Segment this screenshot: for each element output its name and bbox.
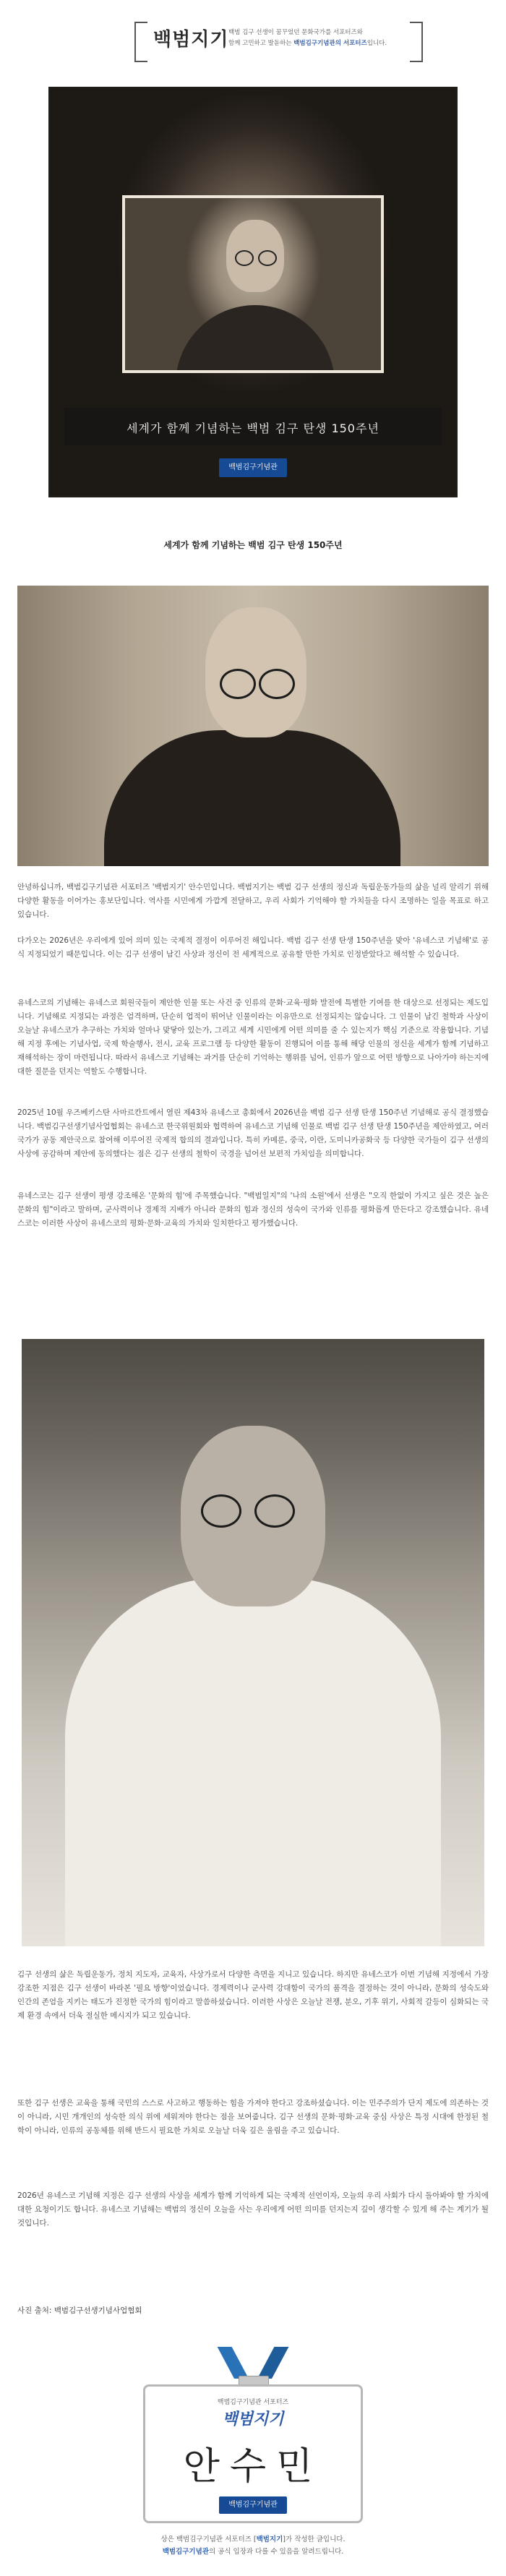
footer-line2-suffix: 의 공식 입장과 다를 수 있음을 알려드립니다. [208, 2548, 344, 2556]
card-small-text: 백범김구기념관 서포터즈 [217, 2399, 289, 2406]
tagline-highlight: 백범김구기념관의 서포터즈 [293, 40, 367, 47]
photo2-face [205, 607, 306, 737]
lanyard-right [257, 2347, 288, 2379]
photo2-glasses-left [220, 669, 256, 699]
portrait-photo-3 [22, 1339, 484, 1946]
tagline-suffix: 입니다. [366, 40, 387, 47]
photo-credit: 사진 출처: 백범김구선생기념사업협회 [17, 2306, 142, 2315]
portrait-glasses-left [235, 250, 254, 266]
card-logo: 백범지기 [222, 2410, 284, 2429]
photo3-glasses-left [201, 1494, 241, 1528]
lanyard-strap [234, 2347, 272, 2379]
footer-line1-prefix: 상은 백범김구기념관 서포터즈 [ [160, 2536, 257, 2543]
header [0, 0, 506, 80]
footer-disclaimer [0, 2533, 506, 2558]
footer-line1-highlight: 백범지기 [256, 2536, 283, 2543]
paragraph-8: 2026년 유네스코 기념해 지정은 김구 선생의 사상을 세계가 함께 기억하게 되는 국제적 선언이자, 오늘의 우리 사회가 다시 돌아봐야 할 가치에 대한 요청이기도 합니다. 유네스코 기념해는 백범의 정신이 오늘을 사는 우리에게 어떤 의미를 던지는지 깊이 생각할 수 있게 해 주는 계기가 될 것입니다. [17, 2191, 489, 2228]
header-logo: 백범지기 [153, 29, 229, 51]
hero-headline-bar [64, 408, 442, 445]
paragraph-1: 안녕하십니까, 백범김구기념관 서포터즈 '백범지기' 안수민입니다. 백범지기는 백범 김구 선생의 정신과 독립운동가들의 삶을 널리 알리기 위해 다양한 활동을 이어가는 홍보단입니다. 역사를 시민에게 가깝게 전달하고, 우리 사회가 기억해야 할 가치들을 다시 조명하는 일을 목표로 하고 있습니다. [17, 883, 489, 919]
hero-headline: 세계가 함께 기념하는 백범 김구 탄생 150주년 [126, 422, 380, 435]
photo2-coat [104, 730, 400, 866]
footer-line1-suffix: ]가 작성한 글입니다. [283, 2536, 346, 2543]
lanyard-left [218, 2347, 249, 2379]
tagline-line-2 [228, 38, 409, 49]
paragraph-3: 유네스코의 기념해는 유네스코 회원국들이 제안한 인물 또는 사건 중 인류의 문화·교육·평화 발전에 특별한 기여를 한 대상으로 선정되는 제도입니다. 기념해로 지정되는 과정은 엄격하며, 단순히 업적이 뛰어난 인물이라는 이유만으로 선정되지는 않습니다. 그 인물이 남긴 철학과 사상이 오늘날 유네스코가 추구하는 가치와 얼마나 맞닿아 있는가, 그리고 세계 시민에게 어떤 의미를 줄 수 있는지가 핵심 기준으로 작용합니다. 기념해 지정 후에는 기념사업, 국제 학술행사, 전시, 교육 프로그램 등 다양한 활동이 진행되어 이를 통해 해당 인물의 정신을 세계가 함께 기념하고 재해석하는 장이 마련됩니다. 따라서 유네스코 기념해는 과거를 단순히 기억하는 행위를 넘어, 인류가 앞으로 어떤 방향으로 나아가야 하는지에 대한 질문을 던지는 역할도 수행합니다. [17, 998, 489, 1076]
portrait-coat [176, 305, 335, 373]
paragraph-7: 또한 김구 선생은 교육을 통해 국민의 스스로 사고하고 행동하는 힘을 가져야 한다고 강조하셨습니다. 이는 민주주의가 단지 제도에 의존하는 것이 아니라, 시민 개개인의 성숙한 의식 위에 세워져야 한다는 점을 보여줍니다. 김구 선생의 문화·평화·교육 중심 사상은 특정 시대에 한정된 철학이 아니라, 인류의 공동체를 위해 반드시 필요한 가치로 오늘날 더욱 깊은 울림을 주고 있습니다. [17, 2099, 489, 2135]
name-badge-card [143, 2384, 363, 2523]
photo3-coat [65, 1578, 441, 1946]
tagline-prefix: 함께 고민하고 발돋하는 [228, 40, 294, 47]
paragraph-4: 2025년 10월 우즈베키스탄 사마르칸트에서 열린 제43차 유네스코 총회에서 2026년을 백범 김구 선생 탄생 150주년 기념해로 공식 결정했습니다. 백범김구선생기념사업협회는 유네스코 한국위원회와 협력하여 유네스코 기념해 인물로 백범 김구 선생 탄생 150주년을 제안하였고, 여러 국가가 공동 제안국으로 참여해 이루어진 국제적 합의의 결과입니다. 특히 카메룬, 중국, 이란, 도미니카공화국 등 다양한 국가들이 김구 선생의 사상에 공감하며 제안에 동의했다는 점은 김구 선생의 철학이 국경을 넘어선 보편적 가치임을 의미합니다. [17, 1108, 489, 1158]
photo3-glasses-right [254, 1494, 295, 1528]
portrait-glasses-right [258, 250, 277, 266]
header-bracket-left [134, 22, 147, 62]
footer-line2-highlight: 백범김구기념관 [162, 2548, 209, 2556]
portrait-photo-2 [17, 586, 489, 866]
card-museum-badge: 백범김구기념관 [219, 2496, 287, 2514]
card-name: 안수민 [183, 2445, 323, 2489]
photo2-glasses-right [259, 669, 295, 699]
hero-portrait-photo [122, 195, 384, 373]
footer-line-2 [0, 2546, 506, 2558]
header-tagline [228, 27, 409, 49]
paragraph-6: 김구 선생의 삶은 독립운동가, 정치 지도자, 교육자, 사상가로서 다양한 측면을 지니고 있습니다. 하지만 유네스코가 이번 기념해 지정에서 가장 강조한 지점은 김구 선생이 바라본 '필요 방향'이었습니다. 경제력이나 군사력 강대함이 국가의 품격을 결정하는 것이 아니라, 문화의 성숙도와 인간의 존엄을 지키는 태도가 진정한 국가의 힘이라고 말씀하셨습니다. 이러한 사상은 오늘날 전쟁, 분오, 기후 위기, 사회적 갈등이 심화되는 국제 환경 속에서 더욱 절실한 메시지가 되고 있습니다. [17, 1970, 489, 2020]
tagline-line-1: 백범 김구 선생이 꿈꾸었던 문화국가를 서포터즈와 [228, 29, 363, 36]
hero-banner [48, 87, 458, 497]
header-bracket-right [410, 22, 423, 62]
footer-line-1 [0, 2533, 506, 2546]
paragraph-2: 다가오는 2026년은 우리에게 있어 의미 있는 국제적 결정이 이루어진 해입니다. 백범 김구 선생 탄생 150주년을 맞아 '유네스코 기념해'로 공식 지정되었기 때문입니다. 이는 김구 선생이 남긴 사상과 정신이 전 세계적으로 공유할 만한 가치로 인정받았다고 해석할 수 있습니다. [17, 936, 489, 959]
hero-museum-badge: 백범김구기념관 [219, 458, 287, 477]
article-subtitle: 세계가 함께 기념하는 백범 김구 탄생 150주년 [163, 540, 343, 550]
paragraph-5: 유네스코는 김구 선생이 평생 강조해온 '문화의 힘'에 주목했습니다. "백범일지"의 '나의 소원'에서 선생은 "오직 한없이 가지고 싶은 것은 높은 문화의 힘"이라고 말하며, 군사력이나 경제적 지배가 아니라 문화의 힘과 정신의 성숙이 국가와 인류를 평화롭게 만든다고 강조했습니다. 유네스코는 이러한 사상이 유네스코의 평화·문화·교육의 가치와 일치한다고 평가했습니다. [17, 1191, 489, 1228]
